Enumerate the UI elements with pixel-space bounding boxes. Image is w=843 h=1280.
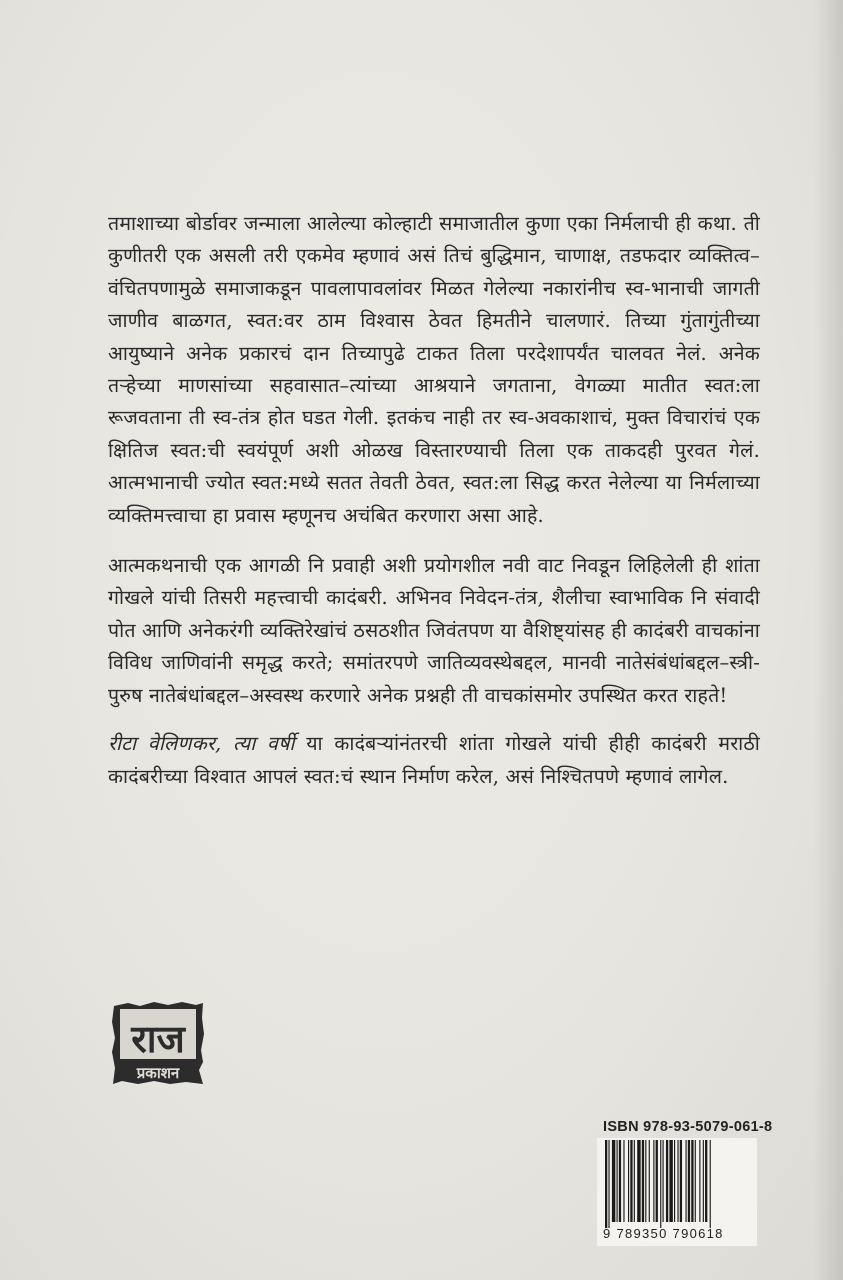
barcode-bar [663, 1140, 664, 1222]
blurb-paragraph-3-rest: या कादंबऱ्यांनंतरची शांता गोखले यांची हीही कादंबरी मराठी कादंबरीच्या विश्वात आपलं स्वत:चं स्थान निर्माण करेल, असं निश्चितपणे म्हणावं लागेल. [108, 732, 760, 788]
barcode-bar [630, 1140, 632, 1222]
barcode-bar [634, 1140, 635, 1222]
barcode-bar [628, 1140, 629, 1222]
isbn-label: ISBN 978-93-5079-061-8 [603, 1119, 773, 1135]
barcode-bar [612, 1140, 615, 1222]
logo-text-bottom: प्रकाशन [136, 1064, 180, 1082]
barcode-bar [686, 1140, 687, 1222]
barcode-bar [703, 1140, 704, 1222]
barcode-bar [660, 1140, 661, 1228]
barcode-bar [699, 1140, 700, 1222]
book-titles: रीटा वेलिणकर, त्या वर्षी [108, 732, 295, 756]
barcode-bar [623, 1140, 624, 1222]
barcode-bar [705, 1140, 707, 1222]
blurb-paragraph-1: तमाशाच्या बोर्डावर जन्माला आलेल्या कोल्हाटी समाजातील कुणा एका निर्मलाची ही कथा. ती कुणीतरी एक असली तरी एकमेव म्हणावं असं तिचं बुद्धिमान, चाणाक्ष, तडफदार व्यक्तित्व–वंचितपणामुळे समाजाकडून पावलापावलांवर मिळत गेलेल्या नकारांनीच स्व-भानाची जागती जाणीव बाळगत, स्वत:वर ठाम विश्वास ठेवत हिमतीने चालणारं. तिच्या गुंतागुंतीच्या आयुष्याने अनेक प्रकारचं दान तिच्यापुढे टाकत तिला परदेशापर्यंत चालवत नेलं. अनेक तऱ्हेच्या माणसांच्या सहवासात–त्यांच्या आश्रयाने जगताना, वेगळ्या मातीत स्वत:ला रूजवताना ती स्व-तंत्र होत घडत गेली. इतकंच नाही तर स्व-अवकाशाचं, मुक्त विचारांचं एक क्षितिज स्वत:ची स्वयंपूर्ण अशी ओळख विस्तारण्याची तिला एक ताकदही पुरवत गेलं. आत्मभानाची ज्योत स्वत:मध्ये सतत तेवती ठेवत, स्वत:ला सिद्ध करत नेलेल्या या निर्मलाच्या व्यक्तिमत्त्वाचा हा प्रवास म्हणूनच अचंबित करणारा असा आहे. [108, 212, 760, 527]
barcode-bar [642, 1140, 644, 1222]
barcode-bar [666, 1140, 668, 1222]
barcode-bar [656, 1140, 658, 1222]
blurb-text [108, 208, 760, 793]
barcode-bar [674, 1140, 675, 1222]
logo-text-top: राज [131, 1017, 185, 1061]
cover-edge-shadow [813, 0, 843, 1280]
barcode-bar [608, 1140, 609, 1228]
barcode-bar [649, 1140, 650, 1222]
barcode-bar [637, 1140, 640, 1222]
barcode-bar [695, 1140, 696, 1222]
blurb-paragraph-2: आत्मकथनाची एक आगळी नि प्रवाही अशी प्रयोगशील नवी वाट निवडून लिहिलेली ही शांता गोखले यांची तिसरी महत्त्वाची कादंबरी. अभिनव निवेदन-तंत्र, शैलीचा स्वाभाविक नि संवादी पोत आणि अनेकरंगी व्यक्तिरेखांचं ठसठशीत जिवंतपण या वैशिष्ट्यांसह ही कादंबरी वाचकांना विविध जाणिवांनी समृद्ध करते; समांतरपणे जातिव्यवस्थेबद्दल, मानवी नातेसंबंधांबद्दल–स्त्री-पुरुष नातेबंधांबद्दल–अस्वस्थ करणारे अनेक प्रश्नही ती वाचकांसमोर उपस्थित करत राहते! [108, 554, 760, 707]
barcode-bar [669, 1140, 672, 1222]
barcode-bar [605, 1140, 607, 1228]
barcode-bar [645, 1140, 646, 1222]
barcode-bar [680, 1140, 682, 1222]
barcode-bar [677, 1140, 678, 1222]
blurb-paragraph-3 [108, 728, 760, 793]
publisher-logo [110, 1000, 206, 1086]
barcode-bar [688, 1140, 690, 1222]
barcode-bar [619, 1140, 621, 1222]
barcode [603, 1140, 753, 1230]
barcode-bar [653, 1140, 654, 1222]
barcode-digits: 9 789350 790618 [603, 1226, 724, 1241]
barcode-bar [691, 1140, 693, 1222]
barcode-bar [710, 1140, 711, 1228]
barcode-bar [617, 1140, 618, 1222]
